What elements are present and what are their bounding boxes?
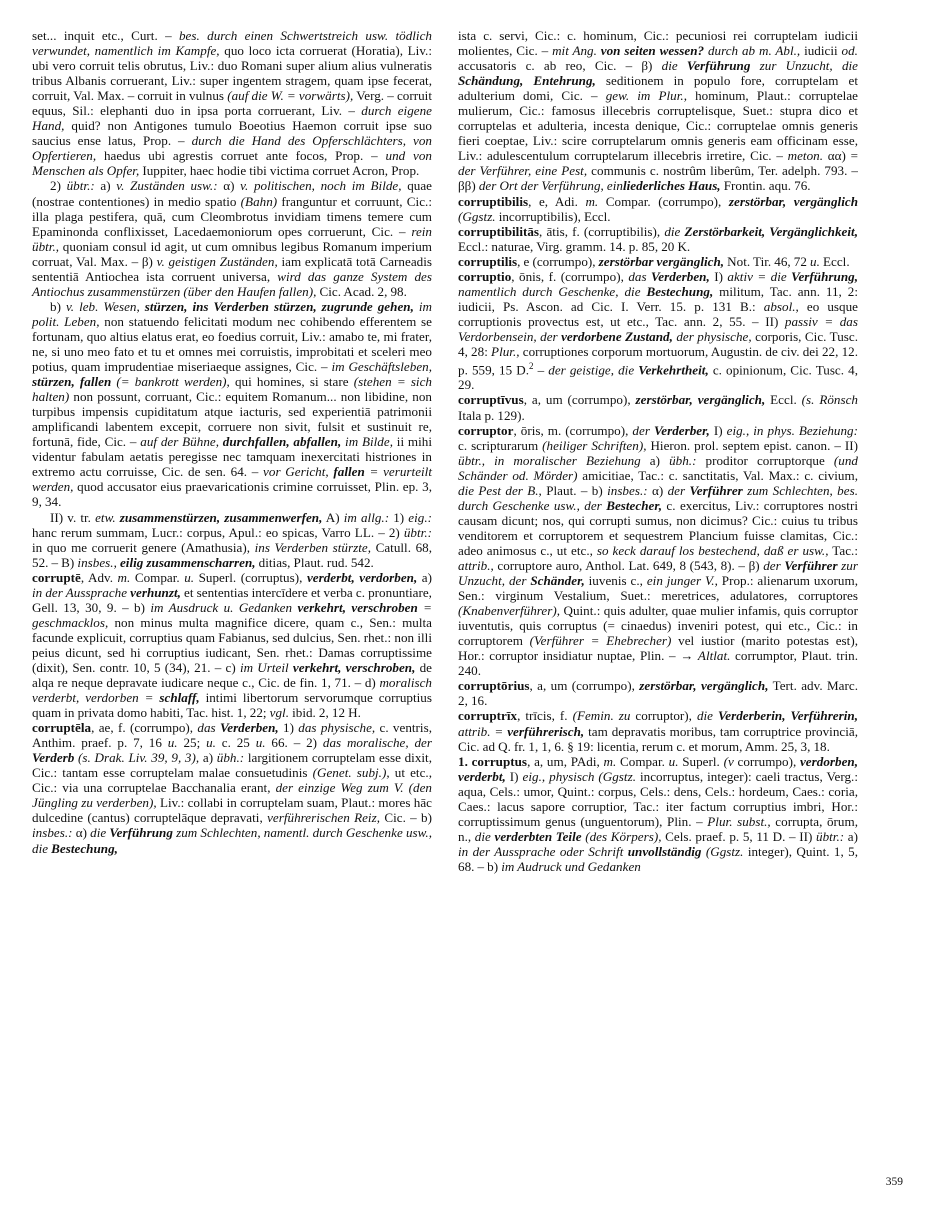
entry-text-run: , ōris, m. (corrumpo), <box>513 422 633 438</box>
entry-text-run: Compar. <box>616 753 669 769</box>
entry-text-run: der geistige, die <box>548 362 639 378</box>
entry-text-run: Eccl.: naturae, Virg. gramm. 14. p. 85, 20 K. <box>458 238 691 254</box>
entry-text-run: a) <box>199 750 217 766</box>
entry-text-run: , e (corrumpo), <box>517 253 599 269</box>
entry-text-run: I) <box>505 768 523 784</box>
left-column <box>32 28 432 856</box>
entry-text-run: quod accusator eius praevaricationis crimine corruisset, Plin. ep. 3, 9, 34. <box>32 479 432 510</box>
entry-text-run: , a, um, PAdi, <box>527 753 604 769</box>
entry-text-run: qui homines, si stare <box>229 374 354 390</box>
entry-text-run: (s. Rönsch <box>801 392 858 408</box>
entry-text-run: aktiv = die <box>727 268 792 284</box>
entry-text-run: die <box>696 708 718 724</box>
dictionary-entry <box>458 392 858 422</box>
entry-text-run: (und Schänder od. Mörder) <box>458 452 858 483</box>
entry-text-run: hominum, Plaut.: corruptelae mulierum, Cic.: famosus illecebris corruptelisque, Suet.: stupra dico et corruptelas et adulteria, incesta denique, Cic.: corruptelae omnis generis fieri coeptae, Liv.: scire corruptelarum omnis generis eam officinam esse, Liv.: adulescentulum corruptelarum illecebris irretire, Cic. – <box>458 88 858 164</box>
entry-text-run: Verführung <box>109 825 173 841</box>
entry-text-run: verderbt, verdorben, <box>306 569 418 585</box>
entry-text-run: übtr.: <box>816 828 845 844</box>
entry-text-run: v. leb. Wesen, <box>65 298 140 314</box>
entry-text-run: v. politischen, noch im Bilde, <box>240 178 402 194</box>
entry-text-run: so keck darauf los bestechend, daß er usw., <box>596 542 829 558</box>
entry-text-run: quo loco icta corruerat (Horatia), Liv.: ubi vero corruit telis obrutus, Liv.: duo Romani super alium alius vulneratis tribus Albanis corruerant, Liv.: super ingentem stragem, quam ipse fecerat, corruit, Val. Max. – corruit in vulnus <box>32 43 432 104</box>
entry-text-run: non possunt, corruant, Cic.: equitem Romanum... non libidine, non turpibus impensis cupiditatum atque iacturis, sed experientiā patrimonii amplificandi labentem excepit, corruere non sivit, fulsit et sustinuit re, fortunā, fide, Cic. – <box>32 389 432 450</box>
entry-text-run: , ōnis, f. (corrumpo), <box>511 268 629 284</box>
entry-text-run: intimi libertorum servorumque corruptius quam in privata domo habiti, Tac. hist. 1, 22; <box>32 690 432 721</box>
entry-text-run: quoniam consul id agit, ut cum omnibus legibus Romanum imperium corruat, Val. Max. – β) <box>32 238 432 269</box>
entry-text-run: – <box>533 362 549 378</box>
entry-text-run: II) v. tr. <box>50 509 96 525</box>
entry-text-run: Verg. – corruit equus, Sil.: elephanti duo in ipsa porta corruerant, Liv. – <box>32 88 432 119</box>
entry-text-run: non statuendo felicitati modum nec cohibendo efferentem se fortunam, quo altius elatus erat, eo foedius corruit, Liv.: amabo te, mi frater, ne, si uno meo fato et tu et omnes mei corruistis, improbitati et sceleri meo potius, quam imprudentiae miseriaeque assignes, Cic. – <box>32 313 432 375</box>
entry-text-run: 2) <box>50 178 67 194</box>
entry-text-run: übtr.: <box>403 524 432 540</box>
entry-text-run: 25; <box>177 735 207 751</box>
entry-text-run: gew. im Plur., <box>605 88 687 104</box>
entry-text-run: attrib., <box>458 558 494 573</box>
entry-text-run: Eccl. <box>819 253 850 269</box>
entry-text-run: Tert. adv. Marc. 2, 16. <box>458 678 858 709</box>
entry-headword: corruptrīx <box>458 708 518 724</box>
entry-text-run: m. <box>585 193 599 209</box>
entry-text-run: das physische, <box>298 720 376 736</box>
entry-text-run: die <box>661 58 687 74</box>
entry-text-run: im Bilde, <box>341 434 393 450</box>
entry-text-run: Superl. <box>678 753 724 769</box>
entry-text-run: Verderben, <box>219 720 279 736</box>
page-number: 359 <box>885 1176 903 1188</box>
entry-text-run: das <box>197 720 220 736</box>
entry-text-run: übh.: <box>216 750 245 766</box>
entry-text-run: übtr., in moralischer Beziehung <box>458 452 641 468</box>
entry-text-run: zusammenstürzen, zusammenwerfen, <box>115 509 323 525</box>
entry-text-run: (= bankrott werden), <box>111 374 230 390</box>
entry-text-run: zerstörbar, vergänglich, <box>639 678 769 694</box>
entry-text-run: die <box>90 825 110 841</box>
entry-text-run: u. <box>167 735 178 751</box>
entry-text-run: Bestechung, <box>646 283 714 299</box>
entry-text-run: corruptiones corporum mortuorum, Augustin. de civ. dei 22, 12. p. 559, 15 D. <box>458 343 858 378</box>
entry-text-run: namentlich durch Geschenke, die <box>458 283 647 299</box>
entry-text-run: Cic. – b) <box>380 810 432 826</box>
entry-text-run: verkehrt, verschroben <box>292 599 418 615</box>
entry-headword: corruptilis <box>458 253 518 269</box>
entry-text-run: der Verführer, eine Pest, <box>458 163 588 179</box>
entry-text-run: od. <box>841 43 858 59</box>
entry-text-run: Iuppiter, haec hodie tibi victima corruet Acron, Prop. <box>139 163 420 179</box>
entry-text-run: in der Aussprache <box>32 584 128 600</box>
entry-text-run: ins Verderben stürzte, <box>254 539 371 555</box>
entry-text-run: (Femin. zu <box>572 708 631 724</box>
entry-text-run: im polit. Leben, <box>32 298 432 329</box>
entry-text-run: militum, Tac. ann. 11, 2: iudicii, Ps. Ascon. ad Cic. I. Verr. 15. p. 131 B.: <box>458 283 858 314</box>
entry-text-run: c. 25 <box>215 735 256 751</box>
entry-text-run: zerstörbar, vergänglich, <box>635 392 766 408</box>
entry-text-run: schlaff, <box>159 690 200 706</box>
entry-text-run: Verderben, <box>651 268 710 284</box>
entry-text-run: m. <box>603 753 617 769</box>
entry-text-run: im Urteil <box>239 659 289 675</box>
entry-text-run: Verkehrtheit, <box>638 362 709 378</box>
entry-text-run: 66. – 2) <box>265 735 323 751</box>
entry-headword: corruptibilis <box>458 193 529 209</box>
entry-text-run: Schändung, Entehrung, <box>458 73 596 89</box>
entry-text-run: attrib. = <box>458 723 508 739</box>
entry-text-run: vor Gericht, <box>263 464 329 480</box>
entry-text-run: (Verführer = Ehebrecher) <box>529 633 672 649</box>
entry-text-run: (des Körpers), <box>581 828 662 844</box>
entry-text-run: verführerischen Reiz, <box>267 810 381 826</box>
entry-text-run: verführerisch, <box>507 723 585 739</box>
entry-text-run: franguntur et corruunt, Cic.: illa plaga pestifera, quā, cum Cleombrotus invidiam timens temere cum Epaminonda conflixisset, Lacedaemoniorum opes corruerunt, Cic. – <box>32 193 432 239</box>
entry-text-run: tam depravatis moribus, tam corruptrice provinciā, Cic. ad Q. fr. 1, 1, 6. § 19: licentia, rerum c. et morum, Amm. 25, 3, 18. <box>458 723 859 754</box>
entry-text-run: c. scripturarum <box>458 437 543 453</box>
entry-text-run: (s. Drak. Liv. 39, 9, 3), <box>74 750 200 766</box>
entry-text-run: Tac.: <box>828 542 858 558</box>
entry-text-run: im Ausdruck u. Gedanken <box>150 599 293 615</box>
entry-text-run: (Knabenverführer), <box>458 603 561 619</box>
entry-text-run: zum Schlechten, namentl. durch Geschenke usw., die <box>32 825 432 856</box>
entry-text-run: im allg.: <box>343 509 390 525</box>
entry-text-run: durch ab <box>704 43 759 59</box>
entry-text-run: iam explicatā totā Carneadis sententiā Antiochea ista corruent universa, <box>32 253 432 284</box>
entry-text-run: ein junger V., <box>646 573 718 589</box>
entry-text-run: durch die Hand des Opferschlächters, von Opfertieren, <box>32 133 432 164</box>
entry-headword: corruptibilitās <box>458 223 540 239</box>
entry-text-run: eo usque corruptionis provectus est, ut etc., Tac. ann. 2, 55. – II) <box>458 298 858 329</box>
entry-text-run: A) <box>322 509 344 525</box>
entry-text-run: Verführer <box>784 558 838 573</box>
entry-text-run: u. <box>184 569 195 585</box>
entry-text-run: a) <box>844 828 859 844</box>
entry-text-run: , a, um (corrumpo), <box>523 392 636 408</box>
entry-text-run: Compar. (corrumpo), <box>598 193 729 209</box>
entry-text-run: eilig zusammenscharren, <box>116 554 256 570</box>
entry-text-run: quid? non Antigones tumulo Boeotius Haemon corruit ipse suo saucius ense latus, Prop. – <box>32 118 432 149</box>
dictionary-entry <box>32 178 432 298</box>
entry-text-run: de alqa re neque depravate iudicare neque c., Cic. de fin. 1, 71. – d) <box>32 659 432 691</box>
entry-text-run: eig., physisch (Ggstz. <box>522 768 636 784</box>
entry-text-run: die <box>664 223 685 239</box>
entry-text-run: eig., in phys. Beziehung: <box>726 422 858 438</box>
entry-text-run: a) <box>94 178 117 194</box>
entry-text-run: amicitiae, Tac.: c. sanctitatis, Val. Max.: c. civium, <box>577 467 858 483</box>
entry-text-run: Verführer <box>689 482 743 498</box>
entry-text-run: von seiten wessen? <box>596 43 705 59</box>
dictionary-entry <box>32 570 432 720</box>
entry-text-run: wird das ganze System des Antiochus zusammenstürzen (über den Haufen fallen), <box>32 268 432 299</box>
entry-text-run: rein übtr., <box>32 223 432 254</box>
entry-text-run: corruptor), <box>630 708 697 724</box>
entry-text-run: absol., <box>763 298 799 314</box>
entry-text-run: proditor corruptorque <box>696 452 834 468</box>
entry-headword: corruptōrius <box>458 678 530 694</box>
dictionary-entry <box>458 678 858 708</box>
entry-text-run: insbes.: <box>32 825 73 841</box>
entry-text-run: vel iustior (marito potestas est), Hor.: corruptor insidiatur nuptae, Plin. – → <box>458 633 859 664</box>
entry-text-run: Verderb <box>32 750 75 766</box>
entry-text-run: etw. <box>95 509 116 525</box>
entry-text-run: 2 <box>529 361 534 372</box>
entry-text-run: = geschmacklos, <box>32 599 433 630</box>
dictionary-entry <box>458 254 858 269</box>
entry-text-run: der <box>667 482 690 498</box>
entry-text-run: übh.: <box>669 452 697 468</box>
entry-text-run: corruptore auro, Anthol. Lat. 649, 8 (543, 8). – β) <box>493 558 764 573</box>
entry-text-run: der physische, <box>672 328 752 344</box>
entry-text-run: zum Schlechten, bes. durch Geschenke usw., der <box>458 482 858 513</box>
entry-text-run: α) <box>72 825 91 841</box>
entry-text-run: insbes., <box>77 554 117 570</box>
entry-text-run: Superl. (corruptus), <box>194 569 307 585</box>
entry-text-run: ibid. 2, 12 H. <box>289 705 361 721</box>
entry-text-run: I) <box>709 422 727 438</box>
entry-text-run: der <box>632 422 654 438</box>
entry-text-run: et sententias intercīdere et verba c. pronuntiare, Gell. 13, 30, 9. – b) <box>32 584 432 615</box>
entry-text-run: Verführung, <box>791 268 858 284</box>
entry-text-run: Cels. praef. p. 5, 11 D. – II) <box>661 828 817 844</box>
entry-text-run: accusatoris c. ab reo, Cic. – β) <box>458 58 662 74</box>
entry-text-run: liederliches Haus, <box>622 178 721 194</box>
entry-text-run: m. Abl., <box>758 43 801 59</box>
entry-text-run: der <box>763 558 785 573</box>
entry-text-run: passiv = das Verdorbensein, der <box>458 313 858 344</box>
entry-text-run: ditias, Plaut. rud. 542. <box>255 554 374 570</box>
entry-text-run: moralisch verderbt, verdorben = <box>32 675 432 706</box>
entry-text-run: a) <box>417 569 433 585</box>
entry-text-run: stürzen, fallen <box>32 374 112 390</box>
entry-text-run: Eccl. <box>765 392 802 408</box>
dictionary-entry <box>458 28 858 194</box>
entry-text-run: eig.: <box>408 509 432 525</box>
entry-text-run: c. exercitus, Liv.: corruptores nostri causam dicunt; nos, qui corrupti sumus, non dicimus? Cic.: cuius tu tribus venditorem et corruptorem et sequestrem Plancium fuisse clamitas, Cic.: adeo animosus c., ut etc., <box>458 497 858 558</box>
entry-text-run: = verurteilt werden, <box>32 464 433 495</box>
entry-text-run: α) <box>647 482 668 498</box>
entry-text-run: αα) = <box>823 148 858 164</box>
entry-text-run: ii mihi videntur fabulam aetatis peregisse nec tamquam inexercitati histriones in extremo actu corruisse, Cic. de sen. 64. – <box>32 434 432 480</box>
entry-text-run: c. ventris, Anthim. praef. p. 7, 16 <box>32 720 433 751</box>
entry-text-run: seditionem in populo fore, corruptelam et adulterium domi, Cic. – <box>458 73 858 104</box>
entry-text-run: Plur. subst., <box>707 813 771 829</box>
entry-headword: corruptēla <box>32 720 92 736</box>
entry-text-run: in der Aussprache oder Schrift <box>458 843 628 859</box>
entry-text-run: Itala p. 129). <box>458 407 525 423</box>
entry-text-run: , ae, f. (corrumpo), <box>91 720 198 736</box>
entry-text-run: corrumptor, Plaut. trin. 240. <box>458 648 858 679</box>
entry-text-run: Frontin. aqu. 76. <box>720 178 811 194</box>
entry-text-run: Compar. <box>130 569 185 585</box>
entry-text-run: Verführung <box>686 58 751 74</box>
entry-text-run: verhunzt, <box>127 584 181 600</box>
entry-text-run: largitionem corruptelam esse dixit, Cic.: tantam esse corruptelam malae consuetudinis <box>32 750 432 781</box>
right-column <box>458 28 858 874</box>
entry-text-run: Altlat. <box>697 648 731 664</box>
entry-text-run: fallen <box>328 464 365 480</box>
entry-headword: corruptīvus <box>458 392 524 408</box>
entry-text-run: der Ort der Verführung, ein <box>478 178 623 194</box>
entry-text-run: I) <box>709 268 728 284</box>
entry-text-run: m. <box>117 569 131 585</box>
entry-text-run: Plaut. – b) <box>541 482 608 498</box>
entry-text-run: iuvenis c., <box>584 573 647 589</box>
dictionary-entry <box>458 194 858 224</box>
entry-text-run: in quo me corruerit genere (Amathusia), <box>32 539 255 555</box>
dictionary-entry <box>32 28 432 178</box>
entry-text-run: durchfallen, abfallen, <box>219 434 342 450</box>
entry-text-run: 1) <box>389 509 409 525</box>
entry-text-run: (auf die W. = vorwärts), <box>227 88 354 104</box>
dictionary-entry <box>32 720 432 855</box>
entry-text-run: (Ggstz. <box>458 208 496 224</box>
entry-text-run: u. <box>206 735 216 751</box>
entry-text-run: (Genet. subj.), <box>312 765 390 781</box>
entry-text-run: α) <box>217 178 241 194</box>
entry-text-run: durch eigene Hand, <box>32 103 432 134</box>
entry-text-run: stürzen, ins Verderben stürzen, zugrunde gehen, <box>139 298 414 314</box>
entry-text-run: , e, Adi. <box>528 193 586 209</box>
entry-text-run: haedus ubi agrestis corruet ante focos, Prop. – <box>96 148 386 164</box>
entry-text-run: (heiliger Schriften), <box>542 437 647 453</box>
entry-text-run: im Audruck und Gedanken <box>501 858 641 874</box>
entry-text-run: Not. Tir. 46, 72 <box>724 253 811 269</box>
entry-text-run: ista c. servi, Cic.: c. hominum, Cic.: pecuniosi rei corruptelam iudicii molientes, Cic. – <box>458 28 858 59</box>
dictionary-entry <box>458 224 858 254</box>
entry-text-run: die <box>474 828 495 844</box>
entry-text-run: set... inquit etc., Curt. – <box>32 28 179 43</box>
entry-text-run: communis c. nostrûm liberûm, Ter. adelph. 793. – ββ) <box>458 163 858 194</box>
entry-text-run: Catull. 68, 52. – B) <box>32 539 432 570</box>
entry-text-run: die Pest der B., <box>458 482 542 498</box>
entry-text-run: Prop.: alienarum uxorum, Sen.: virginum Vestalium, Suet.: meretrices, adulatores, corruptores <box>458 573 858 604</box>
entry-text-run: Schänder, <box>530 573 585 589</box>
entry-text-run: vgl. <box>269 705 289 721</box>
entry-text-run: Quint.: quis adulter, quae mulier infamis, quis corruptor iuventutis, quis corruptus (= cinaedus) inveniri potest, qui etc., Cic.: in corruptorem <box>458 603 858 649</box>
entry-text-run: u. <box>668 753 679 769</box>
entry-text-run: im Geschäftsleben, <box>331 359 433 375</box>
entry-text-run: , trīcis, f. <box>517 708 573 724</box>
entry-text-run: insbes.: <box>607 482 648 498</box>
dictionary-entry <box>458 708 858 753</box>
entry-text-run: zur Unzucht, die <box>750 58 858 74</box>
entry-text-run: hanc rerum summam, Lucr.: corpus, Apul.: eo spicas, Varro LL. – 2) <box>32 524 404 540</box>
entry-text-run: und von Menschen als Opfer, <box>32 148 432 179</box>
entry-text-run: verderbten Teile <box>494 828 582 844</box>
entry-text-run: der einzige Weg zum V. (den Jüngling zu verderben), <box>32 780 432 811</box>
entry-text-run: ut etc., Cic.: via una corruptelae Bacchanalia erant, <box>32 765 432 796</box>
entry-headword: corruptor <box>458 422 514 438</box>
entry-text-run: unvollständig <box>627 843 702 859</box>
entry-text-run: verdorbene Zustand, <box>561 328 673 344</box>
entry-text-run: Liv.: collabi in corruptelam suam, Plaut.: mores hāc dulcedine (cantus) corruptelāque depravati, <box>32 795 433 826</box>
entry-text-run: zerstörbar vergänglich, <box>598 253 725 269</box>
entry-text-run: quae (nostrae contentiones) in medio spatio <box>32 178 433 209</box>
entry-text-run: u. <box>255 735 266 751</box>
entry-text-run: auf der Bühne, <box>140 434 220 450</box>
entry-text-run: incorruptus, integer): caeli tractus, Verg.: aqua, Cels.: umor, Quint.: corpus, Cels.: dens, Cels.: hordeum, Caes.: coria, Caes.: lacus sapore corruptior, Tac.: iter factum corruptius imbri, Hor.: corruptissimum genus (unguentorum), Plin. – <box>458 768 858 829</box>
entry-text-run: corrupta, ōrum, n., <box>458 813 858 844</box>
entry-text-run: zerstörbar, vergänglich <box>728 193 858 209</box>
entry-text-run: bes. durch einen Schwertstreich usw. tödlich verwundet, namentlich im Kampfe, <box>32 28 432 59</box>
entry-text-run: c. opinionum, Cic. Tusc. 4, 29. <box>458 362 858 393</box>
entry-text-run: (stehen = sich halten) <box>32 374 432 405</box>
entry-text-run: verkehrt, verschroben, <box>288 659 416 675</box>
entry-text-run: iudicii <box>800 43 842 59</box>
entry-text-run: corporis, Cic. Tusc. 4, 28: <box>458 328 859 359</box>
entry-text-run: , a, um (corrumpo), <box>529 678 640 694</box>
entry-text-run: (Bahn) <box>240 193 278 209</box>
entry-text-run: Hieron. prol. septem epist. canon. – II) <box>646 437 859 453</box>
entry-text-run: zur Unzucht, der <box>458 558 858 589</box>
entry-text-run: Zerstörbarkeit, Vergänglichkeit, <box>684 223 858 239</box>
two-column-layout <box>32 28 903 874</box>
entry-text-run: corrumpo), <box>733 753 800 769</box>
entry-text-run: (v <box>723 753 734 769</box>
entry-text-run: integer), Quint. 1, 5, 68. – b) <box>458 843 859 874</box>
entry-text-run: das <box>628 268 651 284</box>
entry-text-run: v. Zuständen usw.: <box>116 178 218 194</box>
entry-text-run: a) <box>640 452 670 468</box>
entry-text-run: meton. <box>787 148 824 164</box>
dictionary-entry <box>32 299 432 510</box>
entry-text-run: Verderber, <box>653 422 710 438</box>
entry-text-run: b) <box>50 298 66 314</box>
entry-text-run: verdorben, verderbt, <box>458 753 858 784</box>
entry-text-run: u. <box>810 253 820 269</box>
entry-text-run: das moralische, der <box>322 735 432 751</box>
entry-text-run: (Ggstz. <box>701 843 744 859</box>
entry-headword: corruptio <box>458 268 512 284</box>
entry-text-run: Bestecher, <box>606 497 663 513</box>
entry-text-run: Bestechung, <box>51 840 118 856</box>
entry-text-run: übtr.: <box>66 178 95 194</box>
dictionary-entry <box>32 510 432 570</box>
entry-text-run: non minus multa magnifice dicere, quam c., Sen.: multa facunde explicuit, corruptius quam Fabianus, sed dulcius, Sen. rhet.: non illi peius dicunt, sed hi corruptius iudicant, Sen. rhet.: Damas corruptissime (dixit), Sen. contr. 10, 5 (34), 21. – c) <box>32 614 432 675</box>
entry-text-run: mit Ang. <box>552 43 597 59</box>
dictionary-entry <box>458 269 858 393</box>
entry-text-run: incorruptibilis), Eccl. <box>495 208 611 224</box>
entry-text-run: v. geistigen Zuständen, <box>156 253 278 269</box>
entry-text-run: 1) <box>278 720 299 736</box>
entry-text-run: Cic. Acad. 2, 98. <box>316 283 407 299</box>
dictionary-entry <box>458 423 858 679</box>
entry-headword: 1. corruptus <box>458 753 528 769</box>
dictionary-entry <box>458 754 858 874</box>
entry-text-run: Plur., <box>491 343 520 359</box>
entry-headword: corruptē <box>32 569 81 585</box>
entry-text-run: Verderberin, Verführerin, <box>717 708 859 724</box>
entry-text-run: , ātis, f. (corruptibilis), <box>539 223 665 239</box>
entry-text-run: , Adv. <box>80 569 118 585</box>
